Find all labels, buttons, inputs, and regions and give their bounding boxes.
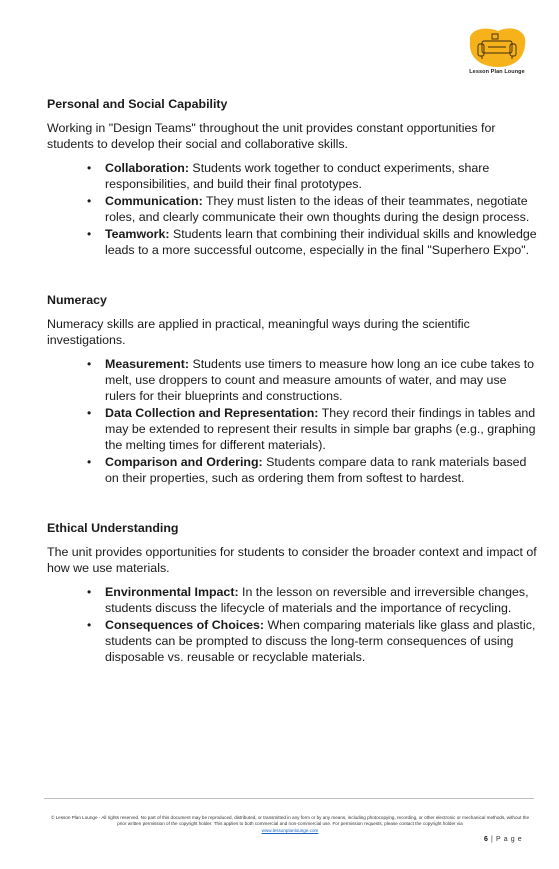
section-personal-social	[47, 96, 537, 258]
item-text: Students learn that combining their individual skills and knowledge leads to a more successful outcome, especially in the final "Superhero Expo".	[105, 227, 537, 257]
item-text: In the lesson on reversible and irreversible changes, students discuss the lifecycle of materials and the importance of recycling.	[105, 585, 529, 615]
list-item	[105, 356, 537, 404]
section-ethical	[47, 520, 537, 665]
item-term: Communication:	[105, 194, 203, 208]
section-heading: Numeracy	[47, 293, 107, 307]
item-text: Students compare data to rank materials based on their properties, such as ordering them from softest to hardest.	[105, 455, 527, 485]
website-link[interactable]: www.lessonplanlounge.com	[261, 827, 319, 833]
item-text: They record their findings in tables and may be extended to represent their results in simple bar graphs (e.g., graphing the melting times for different materials).	[105, 406, 536, 452]
list-item	[105, 193, 537, 225]
footer-copyright	[50, 815, 530, 834]
copyright-text: © Lesson Plan Lounge - All rights reserved. No part of this document may be reproduced, distributed, or transmitted in any form or by any means, including photocopying, recording, or other electronic or mechanical methods, without the prior written permission of the copyright holder. This applies to both commercial and non-commercial use. For permission requests, please contact the copyright holder via	[50, 815, 530, 827]
document-body	[47, 96, 537, 699]
page-label: | P a g e	[491, 836, 523, 843]
bullet-list	[47, 160, 537, 258]
item-term: Teamwork:	[105, 227, 170, 241]
list-item	[105, 405, 537, 453]
list-item	[105, 584, 537, 616]
list-item	[105, 454, 537, 486]
item-term: Collaboration:	[105, 161, 189, 175]
logo-text: Lesson Plan Lounge	[469, 69, 525, 75]
sofa-logo-icon	[464, 27, 530, 71]
item-text: They must listen to the ideas of their teammates, negotiate roles, and clearly communicate their own thoughts during the design process.	[105, 194, 530, 224]
section-heading: Personal and Social Capability	[47, 97, 228, 111]
section-numeracy	[47, 292, 537, 486]
item-term: Measurement:	[105, 357, 190, 371]
item-text: Students use timers to measure how long an ice cube takes to melt, use droppers to count and measure amounts of water, and may use rulers for their blueprints and constructions.	[105, 357, 535, 403]
bullet-list	[47, 584, 537, 665]
page-number	[484, 836, 522, 843]
page-number-value: 6	[484, 836, 489, 843]
item-text: Students work together to conduct experiments, share responsibilities, and build their final prototypes.	[105, 161, 490, 191]
section-intro: Numeracy skills are applied in practical, meaningful ways during the scientific investigations.	[47, 317, 470, 347]
section-intro: The unit provides opportunities for students to consider the broader context and impact of how we use materials.	[47, 545, 537, 575]
item-text: When comparing materials like glass and plastic, students can be prompted to discuss the long-term consequences of using disposable vs. reusable or recyclable materials.	[105, 618, 536, 664]
list-item	[105, 226, 537, 258]
section-intro: Working in "Design Teams" throughout the unit provides constant opportunities for students to develop their social and collaborative skills.	[47, 121, 496, 151]
footer-divider	[44, 798, 534, 799]
item-term: Comparison and Ordering:	[105, 455, 263, 469]
bullet-list	[47, 356, 537, 486]
list-item	[105, 617, 537, 665]
brand-logo	[464, 27, 530, 77]
list-item	[105, 160, 537, 192]
section-heading: Ethical Understanding	[47, 521, 179, 535]
item-term: Data Collection and Representation:	[105, 406, 319, 420]
item-term: Consequences of Choices:	[105, 618, 265, 632]
item-term: Environmental Impact:	[105, 585, 239, 599]
